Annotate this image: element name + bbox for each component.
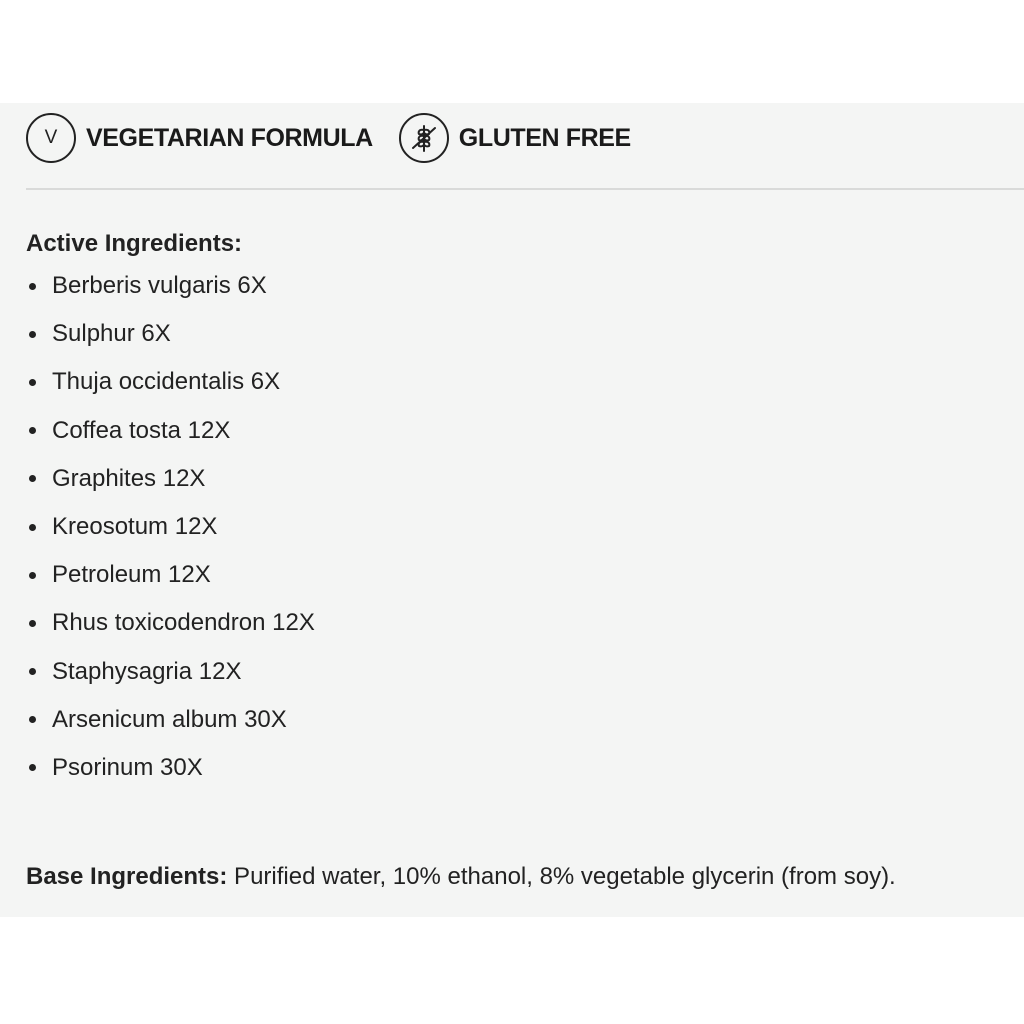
bullet	[29, 716, 36, 723]
bullet	[29, 524, 36, 531]
vegetarian-label: VEGETARIAN FORMULA	[86, 123, 373, 152]
ingredient-name: Petroleum 12X	[52, 561, 211, 589]
ingredient-name: Coffea tosta 12X	[52, 416, 231, 444]
bullet	[29, 427, 36, 434]
bullet	[29, 572, 36, 579]
ingredient-name: Thuja occidentalis 6X	[52, 368, 281, 396]
list-item	[26, 648, 315, 696]
bullet	[29, 379, 36, 386]
vegetarian-v-icon: V	[26, 113, 76, 163]
ingredient-name: Arsenicum album 30X	[52, 705, 287, 733]
list-item	[26, 407, 315, 455]
list-item	[26, 696, 315, 744]
gluten-free-label: GLUTEN FREE	[458, 123, 631, 152]
list-item	[26, 455, 315, 503]
list-item	[26, 310, 315, 358]
ingredient-name: Psorinum 30X	[52, 753, 203, 781]
section-divider	[26, 188, 1024, 190]
bullet	[29, 331, 36, 338]
ingredient-name: Sulphur 6X	[52, 320, 171, 348]
list-item	[26, 358, 315, 406]
ingredient-name: Kreosotum 12X	[52, 513, 218, 541]
vegetarian-badge	[26, 113, 373, 163]
list-item	[26, 599, 315, 647]
ingredient-name: Staphysagria 12X	[52, 657, 242, 685]
ingredient-name: Rhus toxicodendron 12X	[52, 609, 315, 637]
ingredient-name: Berberis vulgaris 6X	[52, 272, 267, 300]
base-ingredients	[26, 863, 896, 891]
bullet	[29, 668, 36, 675]
active-ingredients-list	[26, 262, 315, 792]
gluten-free-badge	[399, 113, 631, 163]
diet-badges	[26, 113, 657, 163]
list-item	[26, 551, 315, 599]
bullet	[29, 764, 36, 771]
bullet	[29, 620, 36, 627]
base-ingredients-label: Base Ingredients:	[26, 863, 228, 890]
list-item	[26, 503, 315, 551]
active-ingredients-heading: Active Ingredients:	[26, 230, 243, 257]
list-item	[26, 262, 315, 310]
ingredient-name: Graphites 12X	[52, 464, 206, 492]
base-ingredients-text: Purified water, 10% ethanol, 8% vegetable glycerin (from soy).	[227, 863, 896, 890]
bullet	[29, 283, 36, 290]
bullet	[29, 475, 36, 482]
list-item	[26, 744, 315, 792]
gluten-free-wheat-icon	[399, 113, 449, 163]
